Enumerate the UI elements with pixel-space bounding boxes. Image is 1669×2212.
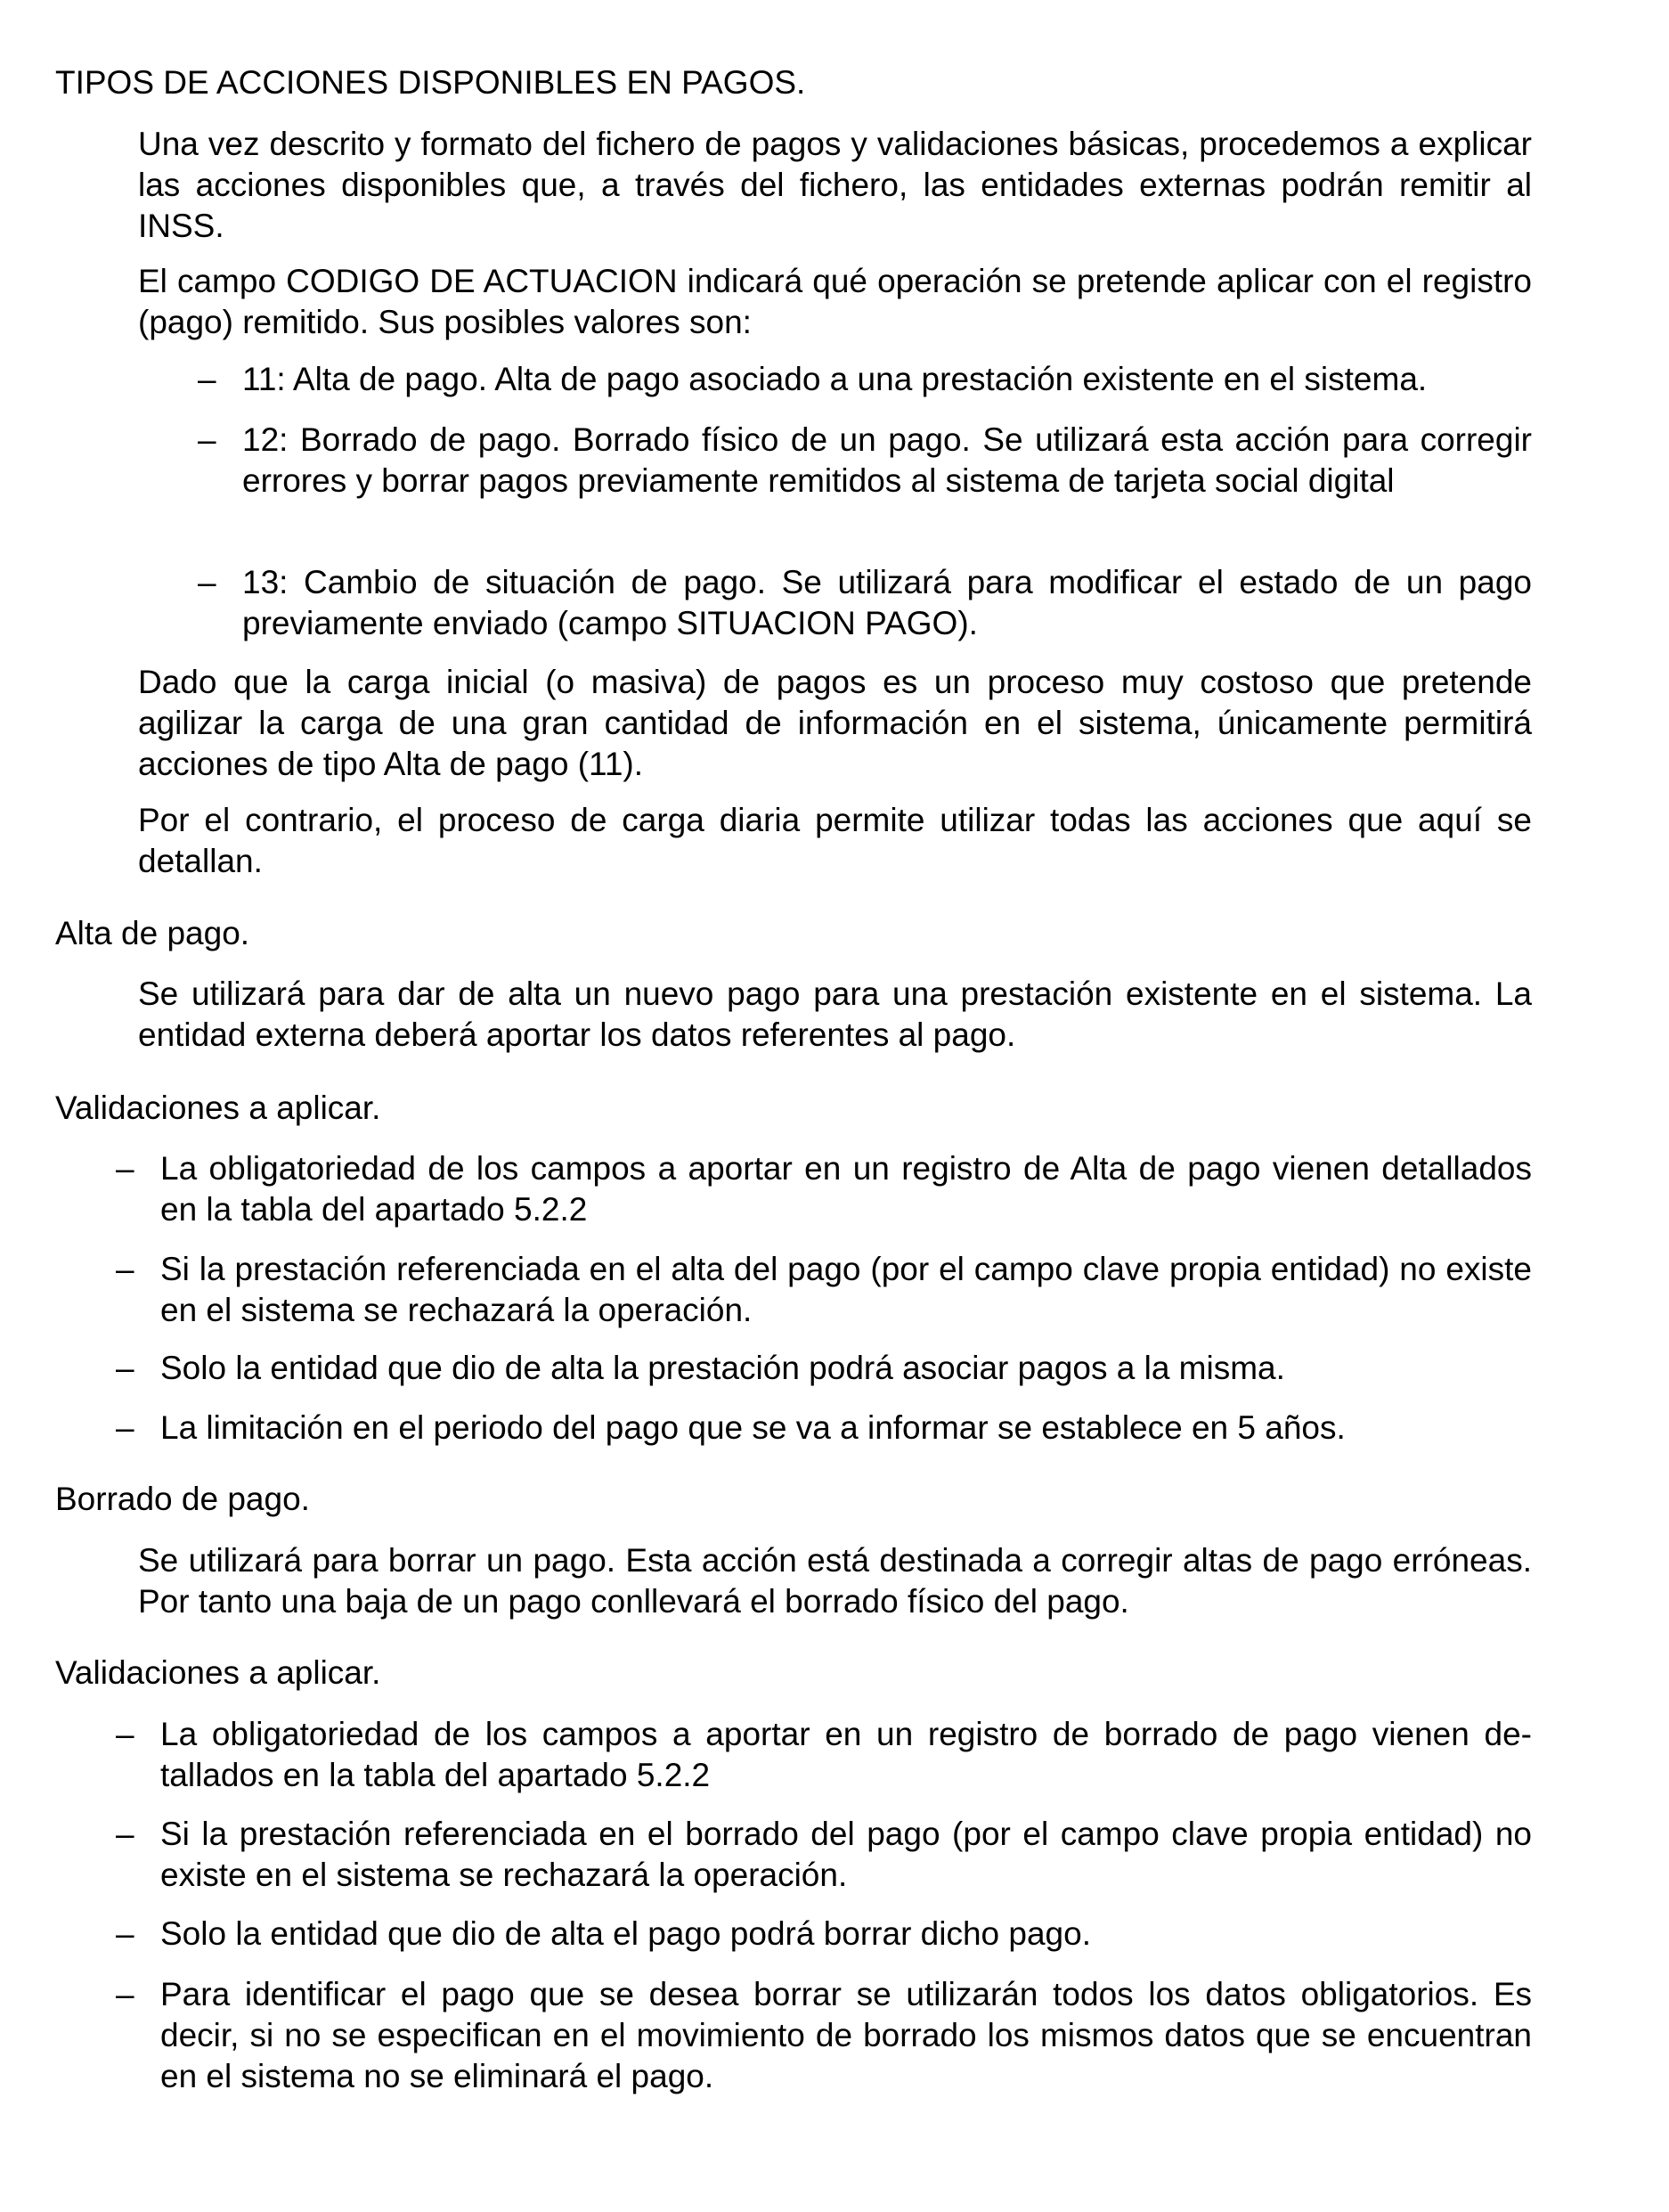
intro-paragraph-3: Dado que la carga inicial (o masiva) de pagos es un proceso muy costoso que pretende agilizar la carga de una gran cantidad de información en el sistema, únicamente permitirá acciones de tipo Alta de pago (11). [138,664,1532,782]
code-list-item [198,562,1532,644]
code-11-text: 11: Alta de pago. Alta de pago asociado a una prestación existente en el sistema. [242,361,1428,397]
code-list-item [198,359,1532,400]
borrado-heading: Borrado de pago. [55,1481,310,1517]
code-12-text: 12: Borrado de pago. Borrado físico de un pago. Se utilizará esta acción para corregir errores y borrar pagos previamente remitidos al sistema de tarjeta social digital [242,421,1532,499]
dash-bullet-icon: – [116,1915,134,1952]
borrado-validation-2: Si la prestación referenciada en el borrado del pago (por el campo clave propia entidad) no existe en el sistema se rechazará la operación. [160,1816,1532,1893]
alta-validation-1: La obligatoriedad de los campos a aportar en un registro de Alta de pago vienen detallados en la tabla del apartado 5.2.2 [160,1150,1532,1228]
borrado-validation-3: Solo la entidad que dio de alta el pago podrá borrar dicho pago. [160,1915,1091,1952]
section-title: TIPOS DE ACCIONES DISPONIBLES EN PAGOS. [55,64,806,101]
borrado-validation-item [116,1814,1532,1896]
borrado-validation-1: La obligatoriedad de los campos a aportar en un registro de borrado de pago vienen detallados en la tabla del apartado 5.2.2 [160,1716,1532,1793]
borrado-validation-4: Para identificar el pago que se desea borrar se utilizarán todos los datos obligatorios. Es decir, si no se especifican en el movimiento de borrado los mismos datos que se encuentran en el sistema no se eliminará el pago. [160,1976,1532,2094]
intro-paragraph-4: Por el contrario, el proceso de carga diaria permite utilizar todas las acciones que aquí se detallan. [138,802,1532,879]
alta-validation-item [116,1348,1532,1389]
dash-bullet-icon: – [198,421,216,458]
code-13-text: 13: Cambio de situación de pago. Se utilizará para modificar el estado de un pago previamente enviado (campo SITUACION PAGO). [242,564,1532,641]
alta-validations-heading: Validaciones a aplicar. [55,1090,381,1126]
dash-bullet-icon: – [116,1150,134,1187]
alta-validation-item [116,1408,1532,1449]
code-list-item [198,420,1532,502]
alta-validation-item [116,1148,1532,1230]
borrado-validation-item [116,1974,1532,2097]
dash-bullet-icon: – [198,564,216,600]
alta-validation-item [116,1249,1532,1331]
intro-paragraph-1: Una vez descrito y formato del fichero de pagos y validaciones básicas, procedemos a explicar las acciones disponibles que, a través del fichero, las entidades externas podrán remitir al INSS. [138,126,1532,244]
intro-paragraph-2: El campo CODIGO DE ACTUACION indicará qué operación se pretende aplicar con el registro (pago) remitido. Sus posibles valores son: [138,263,1532,340]
borrado-validation-item [116,1714,1532,1796]
alta-validation-4: La limitación en el periodo del pago que se va a informar se establece en 5 años. [160,1409,1346,1446]
dash-bullet-icon: – [116,1350,134,1386]
dash-bullet-icon: – [116,1251,134,1287]
alta-heading: Alta de pago. [55,915,250,951]
alta-validation-2: Si la prestación referenciada en el alta del pago (por el campo clave propia entidad) no existe en el sistema se rechazará la operación. [160,1251,1532,1328]
borrado-validations-heading: Validaciones a aplicar. [55,1654,381,1691]
borrado-paragraph: Se utilizará para borrar un pago. Esta acción está destinada a corregir altas de pago erróneas. Por tanto una baja de un pago conllevará el borrado físico del pago. [138,1542,1532,1620]
alta-validation-3: Solo la entidad que dio de alta la prestación podrá asociar pagos a la misma. [160,1350,1285,1386]
dash-bullet-icon: – [116,1976,134,2012]
alta-paragraph: Se utilizará para dar de alta un nuevo pago para una prestación existente en el sistema. La entidad externa deberá aportar los datos referentes al pago. [138,975,1532,1053]
dash-bullet-icon: – [116,1716,134,1752]
dash-bullet-icon: – [116,1816,134,1852]
dash-bullet-icon: – [198,361,216,397]
borrado-validation-item [116,1914,1532,1955]
dash-bullet-icon: – [116,1409,134,1446]
